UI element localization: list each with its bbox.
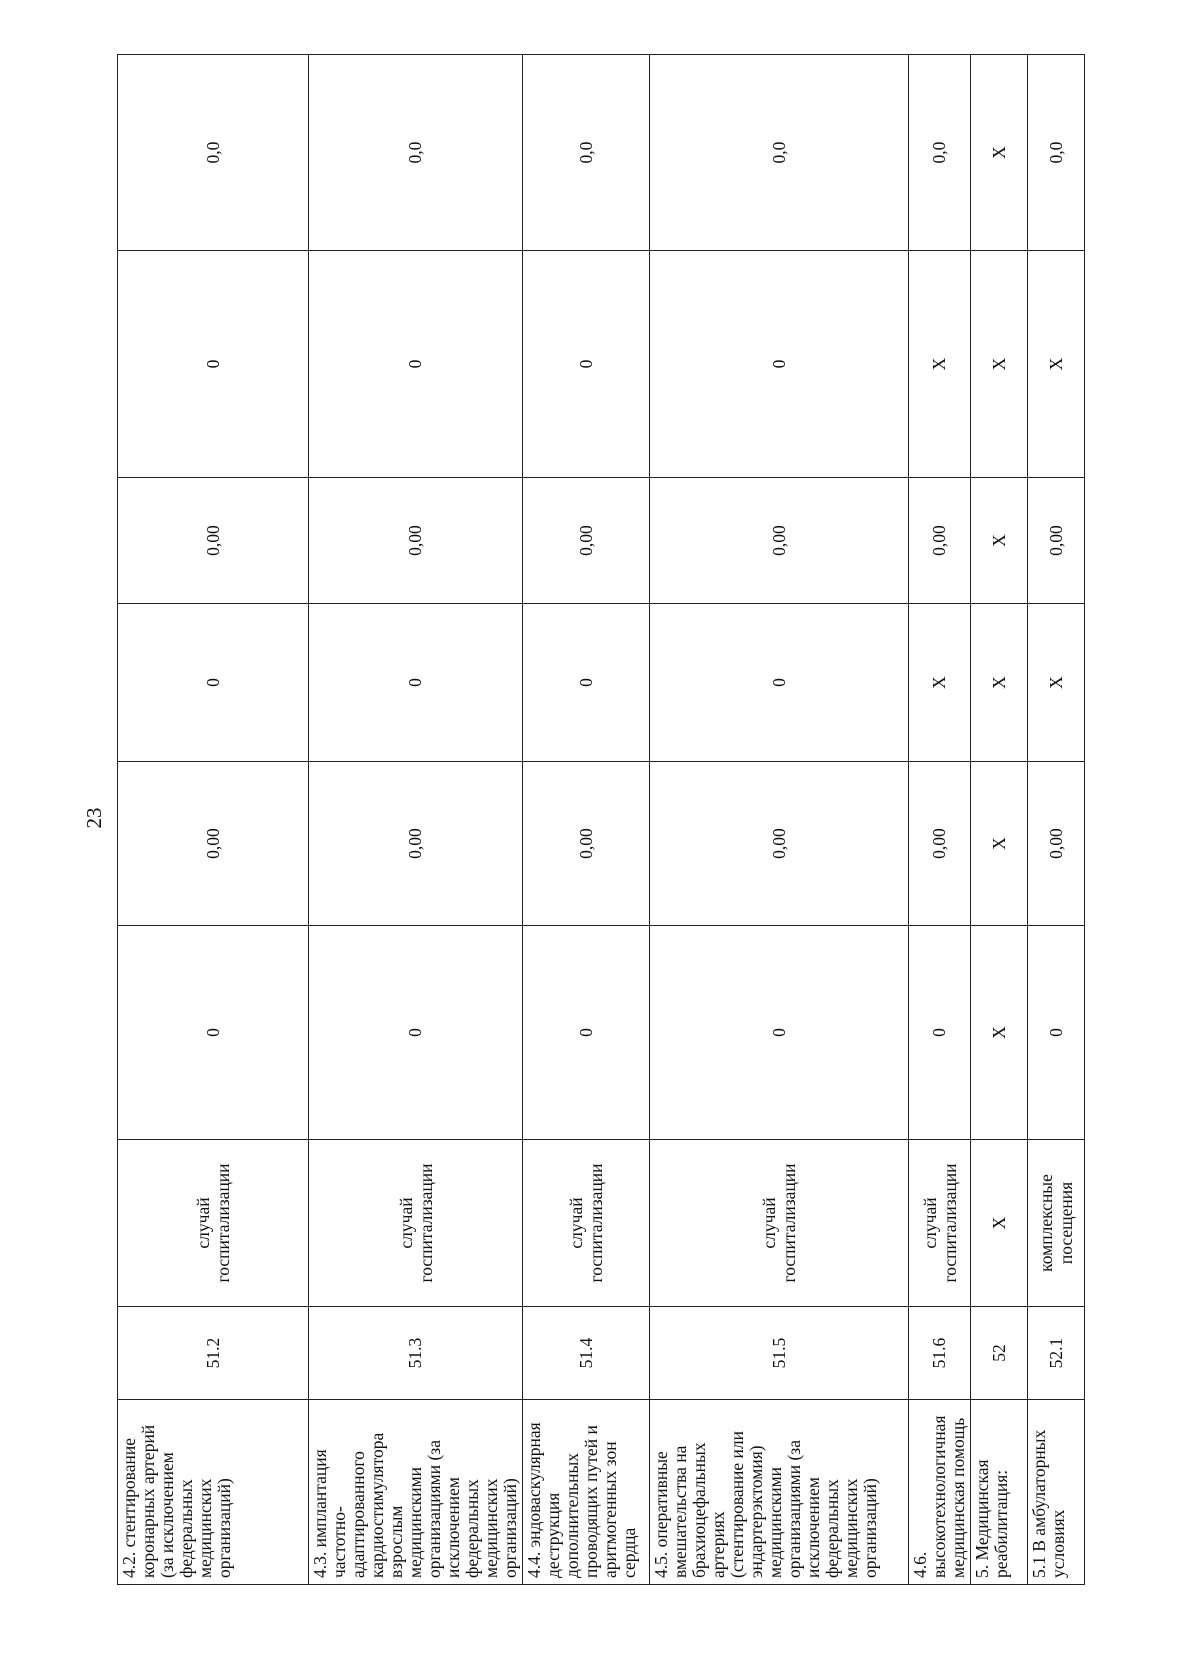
cell-value: 0,0 [1028, 55, 1085, 251]
row-unit: случай госпитализации [909, 1140, 971, 1307]
row-unit: случай госпитализации [309, 1140, 523, 1307]
cell-value: Х [909, 604, 971, 762]
page-number: 23 [82, 807, 106, 829]
table-row [909, 55, 971, 1585]
row-name: 5. Медицинская реабилитация: [971, 1400, 1028, 1585]
row-number: 51.3 [309, 1307, 523, 1400]
row-name: 5.1 В амбулаторных условиях [1028, 1400, 1085, 1585]
cell-value: Х [1028, 604, 1085, 762]
table-row [118, 55, 309, 1585]
cell-value: 0,0 [650, 55, 909, 251]
cell-value: 0,00 [909, 762, 971, 926]
cell-value: 0,00 [523, 762, 650, 926]
cell-value: 0,00 [1028, 762, 1085, 926]
cell-value: Х [971, 55, 1028, 251]
row-name: 4.6. высокотехнологичная медицинская помощь [909, 1400, 971, 1585]
row-unit: Х [971, 1140, 1028, 1307]
row-number: 51.4 [523, 1307, 650, 1400]
cell-value: Х [971, 478, 1028, 604]
cell-value: Х [971, 251, 1028, 478]
cell-value: 0,00 [909, 478, 971, 604]
cell-value: 0 [650, 926, 909, 1140]
cell-value: 0 [118, 251, 309, 478]
row-name: 4.3. имплантация частотно-адаптированного кардиостимулятора взрослым медицинскими организациями (за исключением федеральных медицинских организаций) [309, 1400, 523, 1585]
row-unit: случай госпитализации [118, 1140, 309, 1307]
row-number: 51.6 [909, 1307, 971, 1400]
table-row [309, 55, 523, 1585]
data-table [117, 54, 1085, 1585]
cell-value: 0,00 [118, 478, 309, 604]
cell-value: 0 [118, 926, 309, 1140]
cell-value: 0,0 [118, 55, 309, 251]
cell-value: 0 [523, 604, 650, 762]
cell-value: 0,00 [650, 478, 909, 604]
table-row [523, 55, 650, 1585]
cell-value: 0 [309, 926, 523, 1140]
table-row [650, 55, 909, 1585]
cell-value: 0,00 [650, 762, 909, 926]
cell-value: 0,00 [1028, 478, 1085, 604]
row-number: 51.2 [118, 1307, 309, 1400]
cell-value: Х [971, 762, 1028, 926]
cell-value: Х [1028, 251, 1085, 478]
cell-value: 0 [650, 251, 909, 478]
row-number: 52.1 [1028, 1307, 1085, 1400]
cell-value: 0 [118, 604, 309, 762]
cell-value: Х [971, 926, 1028, 1140]
row-unit: случай госпитализации [650, 1140, 909, 1307]
cell-value: 0 [309, 251, 523, 478]
cell-value: 0,00 [309, 478, 523, 604]
table-row [971, 55, 1028, 1585]
cell-value: 0 [909, 926, 971, 1140]
cell-value: 0,00 [118, 762, 309, 926]
row-name: 4.4. эндоваскулярная деструкция дополнительных проводящих путей и аритмогенных зон сердца [523, 1400, 650, 1585]
row-number: 52 [971, 1307, 1028, 1400]
cell-value: 0,00 [309, 762, 523, 926]
cell-value: 0,00 [523, 478, 650, 604]
cell-value: 0 [1028, 926, 1085, 1140]
row-number: 51.5 [650, 1307, 909, 1400]
cell-value: 0 [523, 251, 650, 478]
cell-value: 0 [523, 926, 650, 1140]
cell-value: 0,0 [309, 55, 523, 251]
cell-value: 0 [309, 604, 523, 762]
row-name: 4.5. оперативные вмешательства на брахиоцефальных артериях (стентирование или эндартерэктомия) медицинскими организациями (за исключением федеральных медицинских организаций) [650, 1400, 909, 1585]
cell-value: 0,0 [909, 55, 971, 251]
rotated-table-wrapper [117, 55, 1076, 1585]
cell-value: Х [971, 604, 1028, 762]
cell-value: Х [909, 251, 971, 478]
cell-value: 0 [650, 604, 909, 762]
table-row [1028, 55, 1085, 1585]
row-name: 4.2. стентирование коронарных артерий (за исключением федеральных медицинских организаций) [118, 1400, 309, 1585]
cell-value: 0,0 [523, 55, 650, 251]
row-unit: случай госпитализации [523, 1140, 650, 1307]
row-unit: комплексные посещения [1028, 1140, 1085, 1307]
